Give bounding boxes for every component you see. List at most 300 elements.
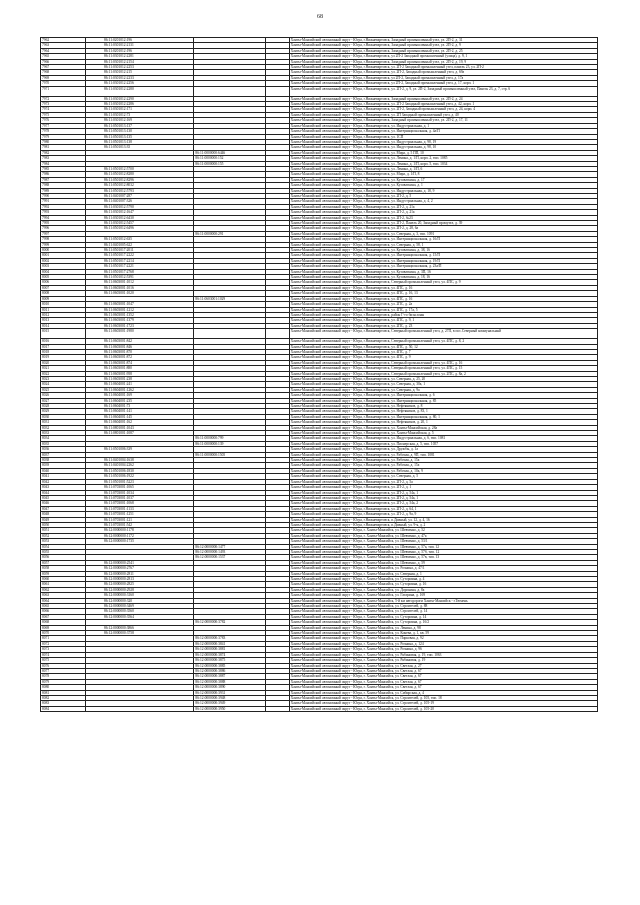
address-cell: Ханты-Мансийский автономный округ - Югра, г.Нижневартовск, ул. 2П-2, д. 5 bbox=[289, 193, 597, 198]
parent-cadastral-number-cell: 86:12:0000000:3881 bbox=[194, 647, 265, 652]
cadastral-number-cell: 86:11:0703001:1133 bbox=[85, 506, 193, 511]
row-number-cell: 8030 bbox=[41, 414, 86, 419]
address-cell: Ханты-Мансийский автономный округ - Югра, г.Нижневартовск, Северный промышленный узел, ул. 4ПС, д. 15 bbox=[289, 366, 597, 371]
cadastral-number-cell: 86:12:0000000:1178 bbox=[85, 528, 193, 533]
row-number-cell: 7981 bbox=[41, 145, 86, 150]
row-number-cell: 8022 bbox=[41, 371, 86, 376]
cadastral-number-cell: 86:11:0604001:162 bbox=[85, 420, 193, 425]
address-cell: Ханты-Мансийский автономный округ - Югра, г.Нижневартовск, ул. Интернациональная, д. 16/П bbox=[289, 237, 597, 242]
address-cell: Ханты-Мансийский автономный округ - Югра, г.Нижневартовск, ул. 4ПС, д. 9, 1 bbox=[289, 318, 597, 323]
cadastral-number-cell: 86:11:0604001:1262 bbox=[85, 387, 193, 392]
row-number-cell: 8031 bbox=[41, 420, 86, 425]
address-cell: Ханты-Мансийский автономный округ - Югра, г.Нижневартовск, ул. Мира, д. 5 ПП, 10 bbox=[289, 150, 597, 155]
address-cell: Ханты-Мансийский автономный округ - Югра, г. Ханты-Мансийск, ул. Парковая, д. 92 bbox=[289, 636, 597, 641]
row-number-cell: 8038 bbox=[41, 458, 86, 463]
cadastral-number-cell: 86:11:0603001:872 bbox=[85, 355, 193, 360]
address-cell: Ханты-Мансийский автономный округ - Югра, г.Нижневартовск, ул. Нефтяников, д. 20, 1 bbox=[289, 420, 597, 425]
cadastral-number-cell: 86:11:0604001:241 bbox=[85, 382, 193, 387]
cadastral-number-cell: 86:11:0401005:622 bbox=[85, 242, 193, 247]
address-cell: Ханты-Мансийский автономный округ - Югра, г.Нижневартовск, ул 2П-2 Западный промышленный (улица), д. 9, 1 bbox=[289, 54, 597, 59]
cadastral-number-cell: 86:11:0603001:1723 bbox=[85, 323, 193, 328]
parent-cadastral-number-cell: 86:11:0000000:1505 bbox=[194, 452, 265, 457]
cadastral-number-cell: 86:11:0604001:73 bbox=[85, 404, 193, 409]
row-number-cell: 8010 bbox=[41, 302, 86, 307]
address-cell: Ханты-Мансийский автономный округ - Югра, г. Ханты-Мансийск, ул. Конева, д. 1, кв. 59 bbox=[289, 631, 597, 636]
address-cell: Ханты-Мансийский автономный округ - Югра, г.Нижневартовск, ул. Интернациональная, д. 19/П bbox=[289, 258, 597, 263]
row-number-cell: 8061 bbox=[41, 582, 86, 587]
address-cell: Ханты-Мансийский автономный округ - Югра, г. Ханты-Мансийск, ул. Шевченко, д. 57а, тип. 12 bbox=[289, 544, 597, 549]
row-number-cell: 8001 bbox=[41, 253, 86, 258]
row-number-cell: 8016 bbox=[41, 339, 86, 344]
row-number-cell: 7964 bbox=[41, 48, 86, 53]
cadastral-number-cell: 86:11:0603001:874 bbox=[85, 360, 193, 365]
address-cell: Ханты-Мансийский автономный округ - Югра, г.Нижневартовск, ул. 2П-2 Западный промышленный узел, д. 42, корп. 1 bbox=[289, 102, 597, 107]
address-cell: Ханты-Мансийский автономный округ - Югра, г. Ханты-Мансийск, ул. Светлая, д. 67 bbox=[289, 674, 597, 679]
cadastral-number-cell: 86:11:0603001:870 bbox=[85, 349, 193, 354]
cadastral-number-cell: 86:11:0501012:8032 bbox=[85, 183, 193, 188]
address-cell: Ханты-Мансийский автономный округ - Югра, г. Ханты-Мансийск, ул. Светлая, д. 67 bbox=[289, 685, 597, 690]
address-cell: Ханты-Мансийский автономный округ - Югра, г. Ханты-Мансийск, ул. Шевченко, д. 52 bbox=[289, 528, 597, 533]
address-cell: Ханты-Мансийский автономный округ - Югра, г.Нижневартовск, ул. Северная, д. 5 bbox=[289, 474, 597, 479]
row-number-cell: 8059 bbox=[41, 571, 86, 576]
cadastral-number-cell: 86:11:0201012:196 bbox=[85, 48, 193, 53]
address-cell: Ханты-Мансийский автономный округ - Югра, г.Нижневартовск, ул. 2П-2 Западный промышленный узел, панель 23, ул. 2П-2 bbox=[289, 65, 597, 70]
parent-cadastral-number-cell: 86:12:0000000:3875 bbox=[194, 658, 265, 663]
cadastral-number-cell: 86:11:0501006:339 bbox=[85, 447, 193, 452]
address-cell: Ханты-Мансийский автономный округ - Югра, г.Нижневартовск, ул. 4ПС, д. 16, 13 bbox=[289, 291, 597, 296]
row-number-cell: 8062 bbox=[41, 587, 86, 592]
cadastral-number-cell: 86:11:0301012:6430 bbox=[85, 215, 193, 220]
cadastral-number-cell: 86:12:0000000:3160 bbox=[85, 593, 193, 598]
cadastral-number-cell: 86:11:0603001:880 bbox=[85, 366, 193, 371]
row-number-cell: 8034 bbox=[41, 436, 86, 441]
cadastral-number-cell: 86:11:0501001:5223 bbox=[85, 479, 193, 484]
row-number-cell: 8033 bbox=[41, 431, 86, 436]
address-cell: Ханты-Мансийский автономный округ - Югра, г.Нижневартовск, Западный промышленный узел, ул. 2П-2, д. 19, 9 bbox=[289, 59, 597, 64]
cadastral-number-cell: 86:11:0501012:5700 bbox=[85, 166, 193, 171]
row-number-cell: 8080 bbox=[41, 685, 86, 690]
address-cell: Ханты-Мансийский автономный округ - Югра, г.Нижневартовск, ул 2П-2, Западный промышленный узел, д. 17а bbox=[289, 75, 597, 80]
address-cell: Ханты-Мансийский автономный округ - Югра, г.Нижневартовск, ул. Северная, д. 3, тип. 1091 bbox=[289, 231, 597, 236]
address-cell: Ханты-Мансийский автономный округ - Югра, г.Нижневартовск, ул. Ханты-Мансийская, д. 28а bbox=[289, 425, 597, 430]
cadastral-number-cell: 86:12:0000000:3560 bbox=[85, 609, 193, 614]
cadastral-number-cell: 86:12:0000000:2928 bbox=[85, 587, 193, 592]
row-number-cell: 7983 bbox=[41, 156, 86, 161]
row-number-cell: 7985 bbox=[41, 166, 86, 171]
address-cell: Ханты-Мансийский автономный округ - Югра, г.Нижневартовск, ул. Рабочая, д. 9П, тип. 1081 bbox=[289, 452, 597, 457]
row-number-cell: 8048 bbox=[41, 512, 86, 517]
row-number-cell: 8042 bbox=[41, 479, 86, 484]
address-cell: Ханты-Мансийский автономный округ - Югра, г.Нижневартовск, ул. 4ПС, д. 50, 12 bbox=[289, 344, 597, 349]
address-cell: Ханты-Мансийский автономный округ - Югра, г. Ханты-Мансийск, ул. Шевченко, д. 47а bbox=[289, 533, 597, 538]
row-number-cell: 7963 bbox=[41, 43, 86, 48]
parent-cadastral-number-cell: 86:11:0000000:152 bbox=[194, 156, 265, 161]
address-cell: Ханты-Мансийский автономный округ - Югра, г.Нижневартовск, ул. 2П-2, Западный промышленный узел, д. 69а bbox=[289, 70, 597, 75]
row-number-cell: 7998 bbox=[41, 237, 86, 242]
parent-cadastral-number-cell: 86:12:0000000:1537 bbox=[194, 555, 265, 560]
address-cell: Ханты-Мансийский автономный округ - Югра, г. Ханты-Мансийск, ул. Светлая, д. 27 bbox=[289, 663, 597, 668]
address-cell: Ханты-Мансийский автономный округ - Югра, г. Ханты-Мансийск, ул. Строителей, д. 105-20 bbox=[289, 706, 597, 711]
parent-cadastral-number-cell: 86:11:0000000:291 bbox=[194, 231, 265, 236]
cadastral-number-cell: 86:11:0301012:2286 bbox=[85, 102, 193, 107]
cadastral-number-cell: 86:11:0703001:1251 bbox=[85, 512, 193, 517]
row-number-cell: 8073 bbox=[41, 647, 86, 652]
parent-cadastral-number-cell: 86:12:0000000:3931 bbox=[194, 690, 265, 695]
row-number-cell: 7995 bbox=[41, 221, 86, 226]
address-cell: Ханты-Мансийский автономный округ - Югра, г.Нижневартовск, ул. Рабочая, д. 15а bbox=[289, 458, 597, 463]
cadastral-number-cell: 86:11:0301012:215 bbox=[85, 70, 193, 75]
address-cell: Ханты-Мансийский автономный округ - Югра, г.Нижневартовск, ул. 1СП bbox=[289, 134, 597, 139]
cadastral-number-cell: 86:11:0501013:137 bbox=[85, 123, 193, 128]
parent-cadastral-number-cell: 86:12:0000000:1493 bbox=[194, 549, 265, 554]
address-cell: Ханты-Мансийский автономный округ - Югра, г.Нижневартовск, ул. Кузоваткина, д. 1 bbox=[289, 183, 597, 188]
row-number-cell: 7965 bbox=[41, 54, 86, 59]
address-cell: Ханты-Мансийский автономный округ - Югра, г.Нижневартовск, ул 2П-2, Западный промышленный узел, д. 17, корп. 1 bbox=[289, 81, 597, 86]
cadastral-number-cell: 86:11:0501017:2011 bbox=[85, 248, 193, 253]
cadastral-number-cell: 86:11:0603001:1012 bbox=[85, 280, 193, 285]
cadastral-number-cell: 86:11:0703001:1068 bbox=[85, 501, 193, 506]
row-number-cell: 8006 bbox=[41, 280, 86, 285]
parent-cadastral-number-cell bbox=[194, 86, 265, 96]
address-cell: Ханты-Мансийский автономный округ - Югра, г. Ханты-Мансийск, ул. Сутормина, д. 4 bbox=[289, 577, 597, 582]
cadastral-number-cell: 86:11:0501012:6496 bbox=[85, 226, 193, 231]
row-number-cell: 7980 bbox=[41, 139, 86, 144]
address-cell: Ханты-Мансийский автономный округ - Югра, г.Нижневартовск, ул. Северная, д. 9а bbox=[289, 387, 597, 392]
row-number-cell: 8011 bbox=[41, 307, 86, 312]
row-number-cell: 8044 bbox=[41, 490, 86, 495]
address-cell: Ханты-Мансийский автономный округ - Югра, г.Нижневартовск, ул. 2П-2, д. 1 bbox=[289, 485, 597, 490]
address-cell: Ханты-Мансийский автономный округ - Югра, г. Ханты-Мансийск, ул. Светлая, д. 67 bbox=[289, 679, 597, 684]
address-cell: Ханты-Мансийский автономный округ - Югра, г.Нижневартовск, Северный промышленный узел, ул. 2ПС, д. 8а, 2 bbox=[289, 371, 597, 376]
cadastral-number-cell: 86:11:0401004:2262 bbox=[85, 463, 193, 468]
cadastral-number-cell: 86:11:0603001:846 bbox=[85, 344, 193, 349]
address-cell: Ханты-Мансийский автономный округ - Югра, г. Ханты-Мансийск, ул. Шевченко, д. 57б, тип. 12 bbox=[289, 549, 597, 554]
cadastral-number-cell: 86:11:0603001:842 bbox=[85, 339, 193, 344]
cadastral-number-cell: 86:11:0301012:5790 bbox=[85, 204, 193, 209]
address-cell: Ханты-Мансийский автономный округ - Югра, г.Нижневартовск, ул. Интернациональная, д. 23а/П bbox=[289, 264, 597, 269]
row-number-cell: 8057 bbox=[41, 560, 86, 565]
row-number-cell: 7972 bbox=[41, 96, 86, 101]
cadastral-number-cell: 86:11:0703001:121 bbox=[85, 517, 193, 522]
row-number-cell: 8082 bbox=[41, 695, 86, 700]
cadastral-number-cell: 86:11:0603001:1980 bbox=[85, 329, 193, 339]
parent-cadastral-number-cell bbox=[194, 329, 265, 339]
address-cell: Ханты-Мансийский автономный округ - Югра, г.Нижневартовск, Западный промышленный узел, ул. 2П-2, д. 9 bbox=[289, 43, 597, 48]
cadastral-number-cell: 86:11:0301012:169 bbox=[85, 118, 193, 123]
parent-cadastral-number-cell: 86:11:0000000:799 bbox=[194, 436, 265, 441]
address-cell: Ханты-Мансийский автономный округ - Югра, г.Нижневартовск, ул. Нефтяников, д. 83, 1 bbox=[289, 409, 597, 414]
cadastral-number-cell: 86:11:0603001:1379 bbox=[85, 318, 193, 323]
cadastral-number-cell: 86:11:0703001:1034 bbox=[85, 490, 193, 495]
table-row bbox=[41, 706, 598, 711]
row-number-cell: 8067 bbox=[41, 614, 86, 619]
address-cell: Ханты-Мансийский автономный округ - Югра, г.Нижневартовск, ул. Интернациональная, д. 15/П bbox=[289, 253, 597, 258]
address-cell: Ханты-Мансийский автономный округ - Югра, г. Ханты-Мансийск, ул. Шевченко, д. 59 bbox=[289, 560, 597, 565]
cadastral-number-cell: 86:11:0301012:73 bbox=[85, 112, 193, 117]
empty-cell bbox=[265, 706, 289, 711]
parent-cadastral-number-cell: 86:11:0000000:155 bbox=[194, 161, 265, 166]
cadastral-number-cell: 86:11:0501017:2214 bbox=[85, 258, 193, 263]
cadastral-number-cell bbox=[85, 706, 193, 711]
cadastral-number-cell: 86:12:0000000:2825 bbox=[85, 582, 193, 587]
row-number-cell: 8055 bbox=[41, 549, 86, 554]
cadastral-number-cell: 86:11:0401007:326 bbox=[85, 199, 193, 204]
address-cell: Ханты-Мансийский автономный округ - Югра, г.Нижневартовск, ул. Индустриальная, д. 98, 10 bbox=[289, 145, 597, 150]
cadastral-number-cell: 86:11:0604001:235 bbox=[85, 398, 193, 403]
table-row bbox=[41, 86, 598, 96]
address-cell: Ханты-Мансийский автономный округ - Югра, г.Нижневартовск, ул. 2ПС, д. 23 bbox=[289, 323, 597, 328]
cadastral-number-cell: 86:11:0501017:2768 bbox=[85, 269, 193, 274]
row-number-cell: 8075 bbox=[41, 658, 86, 663]
address-cell: Ханты-Мансийский автономный округ - Югра, г. Ханты-Мансийск, ул. Строителей, д. 88 bbox=[289, 604, 597, 609]
cadastral-number-cell: 86:11:0604001:141 bbox=[85, 409, 193, 414]
cadastral-number-cell: 86:11:0301012:1647 bbox=[85, 210, 193, 215]
row-number-cell: 8072 bbox=[41, 641, 86, 646]
row-number-cell: 8039 bbox=[41, 463, 86, 468]
parent-cadastral-number-cell: 86:12:0000000:3890 bbox=[194, 685, 265, 690]
row-number-cell: 7973 bbox=[41, 102, 86, 107]
row-number-cell: 7974 bbox=[41, 107, 86, 112]
address-cell: Ханты-Мансийский автономный округ - Югра, г.Нижневартовск, ул. Кузоваткина, д. 18, 16 bbox=[289, 275, 597, 280]
row-number-cell: 7984 bbox=[41, 161, 86, 166]
row-number-cell: 7987 bbox=[41, 177, 86, 182]
address-cell: Ханты-Мансийский автономный округ - Югра, г.Нижневартовск, ул. 2П-2, д. 9а, 9 bbox=[289, 512, 597, 517]
row-number-cell: 8005 bbox=[41, 275, 86, 280]
row-number-cell: 8020 bbox=[41, 360, 86, 365]
cadastral-number-cell: 86:11:0603001:958 bbox=[85, 371, 193, 376]
address-cell: Ханты-Мансийский автономный округ - Югра, г. Ханты-Мансийск, ул. Строителей, д. 14 bbox=[289, 609, 597, 614]
address-cell: Ханты-Мансийский автономный округ - Югра, г.Нижневартовск, ул. Ленина, д. 1/П, 6 bbox=[289, 166, 597, 171]
row-number-cell: 8050 bbox=[41, 522, 86, 527]
row-number-cell: 8068 bbox=[41, 620, 86, 625]
row-number-cell: 8003 bbox=[41, 264, 86, 269]
cadastral-number-cell: 86:11:0604001:145 bbox=[85, 414, 193, 419]
address-cell: Ханты-Мансийский автономный округ - Югра, г.Нижневартовск, ул. 2П-2, Западный промышленный узел, д. 24, корп. 4 bbox=[289, 107, 597, 112]
address-cell: Ханты-Мансийский автономный округ - Югра, г.Нижневартовск, ул. 2П-2, д. 54а, 1 bbox=[289, 490, 597, 495]
row-number-cell: 7990 bbox=[41, 193, 86, 198]
row-number-cell: 8066 bbox=[41, 609, 86, 614]
cadastral-number-cell: 86:12:0000000:320 bbox=[85, 598, 193, 603]
address-cell: Ханты-Мансийский автономный округ - Югра, г.Нижневартовск, ул. Мира, д. 1/П, 8 bbox=[289, 172, 597, 177]
cadastral-number-cell: 86:11:0501013:138 bbox=[85, 139, 193, 144]
row-number-cell: 8024 bbox=[41, 382, 86, 387]
row-number-cell: 7986 bbox=[41, 172, 86, 177]
row-number-cell: 7989 bbox=[41, 188, 86, 193]
row-number-cell: 8021 bbox=[41, 366, 86, 371]
cadastral-number-cell: 86:11:0501013:135 bbox=[85, 134, 193, 139]
row-number-cell: 7978 bbox=[41, 129, 86, 134]
row-number-cell: 7967 bbox=[41, 65, 86, 70]
address-cell: Ханты-Мансийский автономный округ - Югра, г.Нижневартовск, ул. Дружбы, д. 1а bbox=[289, 447, 597, 452]
cadastral-number-cell: 86:12:0000000:3758 bbox=[85, 631, 193, 636]
cadastral-number-cell: 86:11:0301012:2290 bbox=[85, 96, 193, 101]
row-number-cell: 7994 bbox=[41, 215, 86, 220]
address-cell: Ханты-Мансийский автономный округ - Югра, г.Нижневартовск, ул. 2П-2, д. 54а, 1 bbox=[289, 495, 597, 500]
address-cell: Ханты-Мансийский автономный округ - Югра, г.Нижневартовск, Северный промышленный узел, ул. 4ПС, д. 8, 2 bbox=[289, 339, 597, 344]
cadastral-number-cell: 86:11:0501013:35 bbox=[85, 145, 193, 150]
row-number-cell: 8054 bbox=[41, 544, 86, 549]
cadastral-number-cell: 86:11:0603001:1020 bbox=[85, 291, 193, 296]
row-number-cell: 8007 bbox=[41, 285, 86, 290]
cadastral-number-cell: 86:12:0000000:2813 bbox=[85, 577, 193, 582]
address-cell: Ханты-Мансийский автономный округ - Югра, г.Нижневартовск, ул. Северная, д. 58, 1 bbox=[289, 242, 597, 247]
address-cell: Ханты-Мансийский автономный округ - Югра, г.Нижневартовск, ул. 2П-2, №23 bbox=[289, 215, 597, 220]
address-cell: Ханты-Мансийский автономный округ - Югра, г.Нижневартовск, Северный промышленный узел, ул. 4ПС, д. 9 bbox=[289, 280, 597, 285]
row-number-cell: 8071 bbox=[41, 636, 86, 641]
row-number-cell: 8036 bbox=[41, 447, 86, 452]
cadastral-number-cell: 86:12:0000000:3564 bbox=[85, 614, 193, 619]
address-cell: Ханты-Мансийский автономный округ - Югра, г.Нижневартовск, ул. 2П-2, Панель 20, Западный промузел, д. 39 bbox=[289, 221, 597, 226]
cadastral-number-cell: 86:11:0301012:2154 bbox=[85, 59, 193, 64]
address-cell: Ханты-Мансийский автономный округ - Югра, г.Нижневартовск, ул. Индустриальная, д. 18, 9 bbox=[289, 188, 597, 193]
address-cell: Ханты-Мансийский автономный округ - Югра, г. Ханты-Мансийск, 5-й км автодороги Ханты-Мансийск - г.Тюмень bbox=[289, 598, 597, 603]
cadastral-number-cell: 86:11:0603001:1016 bbox=[85, 285, 193, 290]
cadastral-number-cell: 86:11:0301012:2281 bbox=[85, 54, 193, 59]
address-cell: Ханты-Мансийский автономный округ - Югра, г. Ханты-Мансийск, ул. Рознина, д. 96 bbox=[289, 647, 597, 652]
address-cell: Ханты-Мансийский автономный округ - Югра, г.Нижневартовск, ул. Интернациональная, д. 6 bbox=[289, 393, 597, 398]
parent-cadastral-number-cell: 86:12:0000000:3885 bbox=[194, 663, 265, 668]
address-cell: Ханты-Мансийский автономный округ - Югра, г.Нижневартовск, ул. 2П-2, д. 54а, 2 bbox=[289, 501, 597, 506]
address-cell: Ханты-Мансийский автономный округ - Югра, г.Нижневартовск, ул. Пионерская, д. 5, тип. 1057 bbox=[289, 441, 597, 446]
cadastral-number-cell: 86:11:0301012:2233 bbox=[85, 75, 193, 80]
cadastral-number-cell: 86:12:0000000:1735 bbox=[85, 539, 193, 544]
parent-cadastral-number-cell: 86:12:0000000:3782 bbox=[194, 620, 265, 625]
row-number-cell: 8045 bbox=[41, 495, 86, 500]
address-cell: Ханты-Мансийский автономный округ - Югра, г.Нижневартовск, ул. Северная, д. 25, 20 bbox=[289, 376, 597, 381]
parent-cadastral-number-cell: 86:12:0000000:3887 bbox=[194, 674, 265, 679]
row-number-cell: 8025 bbox=[41, 387, 86, 392]
cadastral-number-cell: 86:11:0501012:5391 bbox=[85, 275, 193, 280]
address-cell: Ханты-Мансийский автономный округ - Югра, г. Ханты-Мансийск, ул. Ленина, д. 98 bbox=[289, 625, 597, 630]
address-cell: Ханты-Мансийский автономный округ - Югра, г. Ханты-Мансийск, ул. Шевченко, д. 57в, тип. 13 bbox=[289, 555, 597, 560]
parent-cadastral-number-cell: 86:12:0000000:3841 bbox=[194, 641, 265, 646]
address-cell: Ханты-Мансийский автономный округ - Югра, г.Нижневартовск, ул. 4ПС, д. 16 bbox=[289, 296, 597, 301]
address-cell: Ханты-Мансийский автономный округ - Югра, г.Нижневартовск, ул. Индустриальная, д. 98, 19 bbox=[289, 139, 597, 144]
address-cell: Ханты-Мансийский автономный округ - Югра, г.Нижневартовск, ул. Нефтяников, д. 8 bbox=[289, 404, 597, 409]
row-number-cell: 8014 bbox=[41, 323, 86, 328]
row-number-cell: 8069 bbox=[41, 625, 86, 630]
row-number-cell: 8018 bbox=[41, 349, 86, 354]
address-cell: Ханты-Мансийский автономный округ - Югра, г.Нижневартовск, ул. Северная, д. 30а, 1 bbox=[289, 382, 597, 387]
parent-cadastral-number-cell: 86:12:0000000:3783 bbox=[194, 636, 265, 641]
parent-cadastral-number-cell: 86:12:0000000:1477 bbox=[194, 544, 265, 549]
row-number-cell: 8083 bbox=[41, 701, 86, 706]
row-number-cell: 7966 bbox=[41, 59, 86, 64]
address-cell: Ханты-Мансийский автономный округ - Югра, г.Нижневартовск, ул. Ленина, д. 1/П, корп. 5, тип. 1034 bbox=[289, 161, 597, 166]
empty-cell bbox=[265, 329, 289, 339]
cadastral-number-cell: 86:11:0301012:5457 bbox=[85, 221, 193, 226]
address-cell: Ханты-Мансийский автономный округ - Югра, г. Ханты-Мансийск, ул. Рознина, д. 124 bbox=[289, 641, 597, 646]
row-number-cell: 8076 bbox=[41, 663, 86, 668]
row-number-cell: 8049 bbox=[41, 517, 86, 522]
address-cell: Ханты-Мансийский автономный округ - Югра, г.Нижневартовск, ул. 2П-2, д. 9, ул. 2П-2, Западный промышленный узел, Панель 23, д. 7, стр. 6 bbox=[289, 86, 597, 96]
parent-cadastral-number-cell: 86:12:0000000:3888 bbox=[194, 679, 265, 684]
address-cell: Ханты-Мансийский автономный округ - Югра, г. Ханты-Мансийск, ул. Северная, д. 1 bbox=[289, 571, 597, 576]
row-number-cell: 7977 bbox=[41, 123, 86, 128]
row-number-cell: 7975 bbox=[41, 112, 86, 117]
cadastral-number-cell: 86:12:0000000:3866 bbox=[85, 625, 193, 630]
cadastral-number-cell: 86:11:0501012:8296 bbox=[85, 177, 193, 182]
row-number-cell: 7979 bbox=[41, 134, 86, 139]
cadastral-number-cell: 86:11:0801001:1043 bbox=[85, 425, 193, 430]
cadastral-number-cell: 86:12:0000000:2767 bbox=[85, 566, 193, 571]
registry-table bbox=[40, 37, 598, 712]
address-cell: Ханты-Мансийский автономный округ - Югра, г.Нижневартовск, Западный промышленный узел, ул. 2П-2, д. 24 bbox=[289, 96, 597, 101]
address-cell: Ханты-Мансийский автономный округ - Югра, г.Нижневартовск, Западный промышленный узел, ул. 2П-2, д. 25 bbox=[289, 48, 597, 53]
address-cell: Ханты-Мансийский автономный округ - Югра, г.Нижневартовск, Западный промышленный узел, ул. 2П-2, д. 17, 11 bbox=[289, 118, 597, 123]
cadastral-number-cell: 86:11:0604001:169 bbox=[85, 393, 193, 398]
address-cell: Ханты-Мансийский автономный округ - Югра, г.Нижневартовск, ул. 4ПС, д. 9 bbox=[289, 355, 597, 360]
row-number-cell: 8078 bbox=[41, 674, 86, 679]
row-number-cell: 8074 bbox=[41, 652, 86, 657]
parent-cadastral-number-cell: 86:12:0000000:3886 bbox=[194, 668, 265, 673]
cadastral-number-cell: 86:12:0000000:2811 bbox=[85, 571, 193, 576]
address-cell: Ханты-Мансийский автономный округ - Югра, г.Нижневартовск, ул. 2П-2, д. 28, 6а bbox=[289, 226, 597, 231]
row-number-cell: 8019 bbox=[41, 355, 86, 360]
address-cell: Ханты-Мансийский автономный округ - Югра, г.Нижневартовск, Северный промышленный узел, ул. 4ПС, д. 16 bbox=[289, 360, 597, 365]
row-number-cell: 7971 bbox=[41, 86, 86, 96]
cadastral-number-cell: 86:11:0501017:2221 bbox=[85, 264, 193, 269]
cadastral-number-cell: 86:11:0301012:2131 bbox=[85, 43, 193, 48]
address-cell: Ханты-Мансийский автономный округ - Югра, г.Нижневартовск, ул. 2П-2, д. 64, 1 bbox=[289, 506, 597, 511]
address-cell: Ханты-Мансийский автономный округ - Югра, г.Нижневартовск, Западный промышленный узел, ул. 2П-2, д. 31 bbox=[289, 38, 597, 43]
cadastral-number-cell: 86:11:0501012:635 bbox=[85, 237, 193, 242]
row-number-cell: 7993 bbox=[41, 210, 86, 215]
row-number-cell: 8028 bbox=[41, 404, 86, 409]
row-number-cell: 8058 bbox=[41, 566, 86, 571]
address-cell: Ханты-Мансийский автономный округ - Югра, г.Нижневартовск, ул. Ленина, д. 1/П, корп. 2, тип. 1085 bbox=[289, 156, 597, 161]
address-cell: Ханты-Мансийский автономный округ - Югра, г.Нижневартовск, ул. Индустриальная, д. 6, тип. 1081 bbox=[289, 436, 597, 441]
address-cell: Ханты-Мансийский автономный округ - Югра, г. Ханты-Мансийск, ул. Сутормина, д. 16/2 bbox=[289, 620, 597, 625]
address-cell: Ханты-Мансийский автономный округ - Югра, г.Нижневартовск, ул. Индустриальная, д. 4, 2 bbox=[289, 199, 597, 204]
cadastral-number-cell: 86:11:0603001:1352 bbox=[85, 312, 193, 317]
address-cell: Ханты-Мансийский автономный округ - Югра, г.Нижневартовск, ул. 4ПС, д. 7 bbox=[289, 349, 597, 354]
address-cell: Ханты-Мансийский автономный округ - Югра, г. Ханты-Мансийск, ул. Рябиновая, д. 19, тип. 1063 bbox=[289, 652, 597, 657]
address-cell: Ханты-Мансийский автономный округ - Югра, г.Нижневартовск, п.Дивный, ул. 9-я, д. 2 bbox=[289, 522, 597, 527]
address-cell: Ханты-Мансийский автономный округ - Югра, г.Нижневартовск, ул. 4ПС, д. 17а, 5 bbox=[289, 307, 597, 312]
row-number-cell: 8056 bbox=[41, 555, 86, 560]
address-cell: Ханты-Мансийский автономный округ - Югра, г.Нижневартовск, ул. Интернациональная, д. 4а/П bbox=[289, 129, 597, 134]
row-number-cell: 7991 bbox=[41, 199, 86, 204]
row-number-cell: 8047 bbox=[41, 506, 86, 511]
address-cell: Ханты-Мансийский автономный округ - Югра, г.Нижневартовск, ул. Интернациональная, д. 85 bbox=[289, 398, 597, 403]
row-number-cell: 8043 bbox=[41, 485, 86, 490]
row-number-cell: 8070 bbox=[41, 631, 86, 636]
parent-cadastral-number-cell: 86:12:0000000:3874 bbox=[194, 652, 265, 657]
row-number-cell: 7996 bbox=[41, 226, 86, 231]
row-number-cell: 8081 bbox=[41, 690, 86, 695]
row-number-cell: 8009 bbox=[41, 296, 86, 301]
cadastral-number-cell: 86:11:0501013:130 bbox=[85, 129, 193, 134]
cadastral-number-cell: 86:11:0603001:1047 bbox=[85, 302, 193, 307]
row-number-cell: 8035 bbox=[41, 441, 86, 446]
address-cell: Ханты-Мансийский автономный округ - Югра, г.Нижневартовск, ул. Рабочая, д. 10а, 9 bbox=[289, 468, 597, 473]
cadastral-number-cell: 86:12:0000000:3469 bbox=[85, 604, 193, 609]
cadastral-number-cell: 86:11:0603001:238 bbox=[85, 376, 193, 381]
row-number-cell: 8023 bbox=[41, 376, 86, 381]
row-number-cell: 8063 bbox=[41, 593, 86, 598]
cadastral-number-cell: 86:11:0603001:1212 bbox=[85, 307, 193, 312]
cadastral-number-cell: 86:11:0501006:1922 bbox=[85, 474, 193, 479]
cadastral-number-cell: 86:12:0000000:1172 bbox=[85, 533, 193, 538]
address-cell: Ханты-Мансийский автономный округ - Югра, г.Нижневартовск, ул. 2П-2, д. 5а bbox=[289, 479, 597, 484]
row-number-cell: 8037 bbox=[41, 452, 86, 457]
row-number-cell: 8000 bbox=[41, 248, 86, 253]
cadastral-number-cell: 86:11:0301012:2253 bbox=[85, 65, 193, 70]
row-number-cell: 7982 bbox=[41, 150, 86, 155]
cadastral-number-cell: 86:11:0401004:1638 bbox=[85, 458, 193, 463]
row-number-cell: 7976 bbox=[41, 118, 86, 123]
